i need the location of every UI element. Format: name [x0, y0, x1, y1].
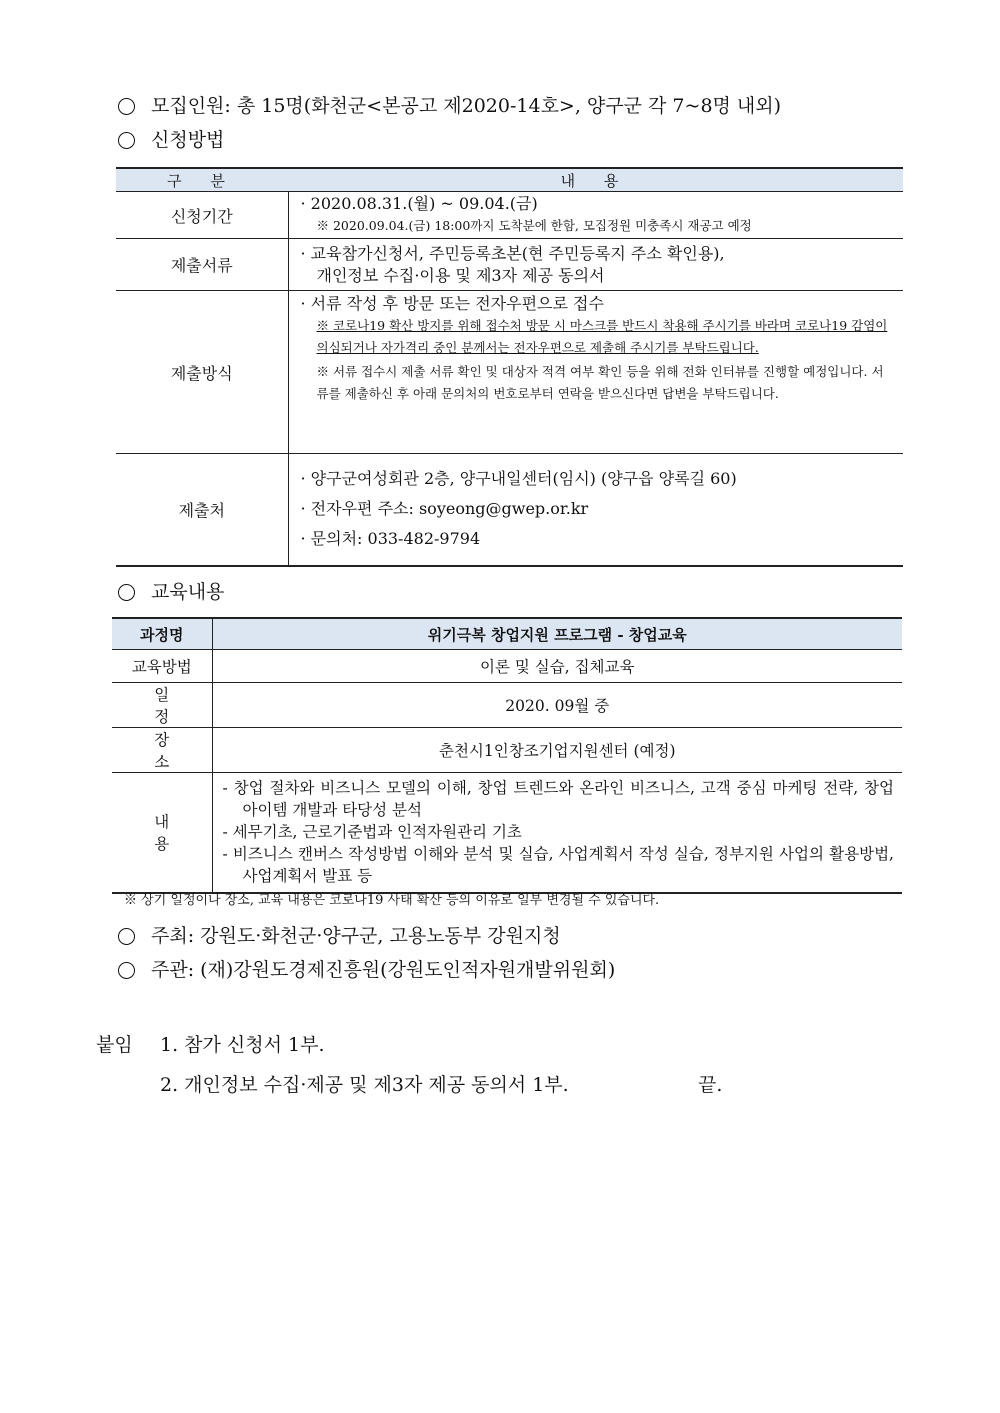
submit-place-label: 제출처	[116, 454, 288, 566]
organizer-line	[118, 958, 615, 982]
edu-title-line	[118, 580, 224, 604]
attach-item-2: 2. 개인정보 수집·제공 및 제3자 제공 동의서 1부.	[160, 1074, 569, 1096]
edu-content-label: 내 용	[112, 773, 212, 893]
method-title-line	[118, 128, 224, 152]
edu-date-value: 2020. 09월 중	[212, 683, 902, 728]
attach-item-1: 1. 참가 신청서 1부.	[160, 1034, 325, 1056]
period-label: 신청기간	[116, 192, 288, 239]
edu-content-item-1: - 창업 절차와 비즈니스 모델의 이해, 창업 트렌드와 온라인 비즈니스, 고객 중심 마케팅 전략, 창업 아이템 개발과 타당성 분석	[222, 779, 894, 820]
table1-header-category: 구 분	[116, 168, 288, 192]
table2-header-course-name: 위기극복 창업지원 프로그램 - 창업교육	[212, 618, 902, 650]
circle-bullet-icon	[118, 584, 135, 601]
recruitment-text: 모집인원: 총 15명(화천군<본공고 제2020-14호>, 양구군 각 7~8명 내외)	[151, 95, 782, 117]
edu-title: 교육내용	[151, 581, 225, 603]
organizer-text: 주관: (재)강원도경제진흥원(강원도인적자원개발위원회)	[151, 959, 616, 981]
host-text: 주최: 강원도·화천군·양구군, 고용노동부 강원지청	[151, 925, 561, 947]
docs-line1: · 교육참가신청서, 주민등록초본(현 주민등록지 주소 확인용),	[300, 243, 725, 263]
period-note: ※ 2020.09.04.(금) 18:00까지 도착분에 한함, 모집정원 미충족시 재공고 예정	[316, 218, 752, 233]
submit-place-email: · 전자우편 주소: soyeong@gwep.or.kr	[300, 499, 589, 519]
period-cell	[288, 192, 903, 239]
submit-method-cell	[288, 291, 903, 454]
circle-bullet-icon	[118, 98, 135, 115]
submit-method-line: · 서류 작성 후 방문 또는 전자우편으로 접수	[300, 294, 604, 313]
edu-method-value: 이론 및 실습, 집체교육	[212, 650, 902, 683]
circle-bullet-icon	[118, 132, 135, 149]
table2-header-course: 과정명	[112, 618, 212, 650]
edu-method-label: 교육방법	[112, 650, 212, 683]
submit-note-interview: ※ 서류 접수시 제출 서류 확인 및 대상자 적격 여부 확인 등을 위해 전화 인터뷰를 진행할 예정입니다. 서류를 제출하신 후 아래 문의처의 번호로부터 연락을 받으신다면 답변을 부탁드립니다.	[316, 364, 884, 401]
docs-label: 제출서류	[116, 239, 288, 291]
edu-date-label: 일 정	[112, 683, 212, 728]
recruitment-line	[118, 94, 781, 118]
docs-line2: 개인정보 수집·이용 및 제3자 제공 동의서	[316, 265, 605, 285]
method-title: 신청방법	[151, 129, 225, 151]
host-line	[118, 924, 561, 948]
circle-bullet-icon	[118, 928, 135, 945]
edu-content-item-3: - 비즈니스 캔버스 작성방법 이해와 분석 및 실습, 사업계획서 작성 실습, 정부지원 사업의 활용방법, 사업계획서 발표 등	[222, 845, 894, 886]
submit-place-phone: · 문의처: 033-482-9794	[300, 529, 481, 549]
attach-label: 붙임	[96, 1034, 133, 1056]
edu-place-value: 춘천시1인창조기업지원센터 (예정)	[212, 728, 902, 773]
submit-method-label: 제출방식	[116, 291, 288, 454]
submit-place-cell	[288, 454, 903, 566]
edu-place-label: 장 소	[112, 728, 212, 773]
table1-header-content: 내 용	[288, 168, 903, 192]
circle-bullet-icon	[118, 962, 135, 979]
period-line: · 2020.08.31.(월) ~ 09.04.(금)	[300, 194, 538, 213]
footnote: ※ 상기 일정이나 장소, 교육 내용은 코로나19 사태 확산 등의 이유로 일부 변경될 수 있습니다.	[124, 893, 660, 908]
edu-content-item-2: - 세무기초, 근로기준법과 인적자원관리 기초	[222, 823, 522, 842]
application-method-table	[116, 167, 903, 567]
submit-place-address: · 양구군여성회관 2층, 양구내일센터(임시) (양구읍 양록길 60)	[300, 469, 737, 489]
edu-content-cell	[212, 773, 902, 893]
docs-cell	[288, 239, 903, 291]
education-content-table	[112, 617, 902, 894]
attach-end: 끝.	[698, 1074, 723, 1096]
submit-note-mask: ※ 코로나19 확산 방지를 위해 접수처 방문 시 마스크를 반드시 착용해 주시기를 바라며 코로나19 감염이 의심되거나 자가격리 중인 분께서는 전자우편으로 제출해 주시기를 부탁드립니다.	[316, 318, 888, 355]
